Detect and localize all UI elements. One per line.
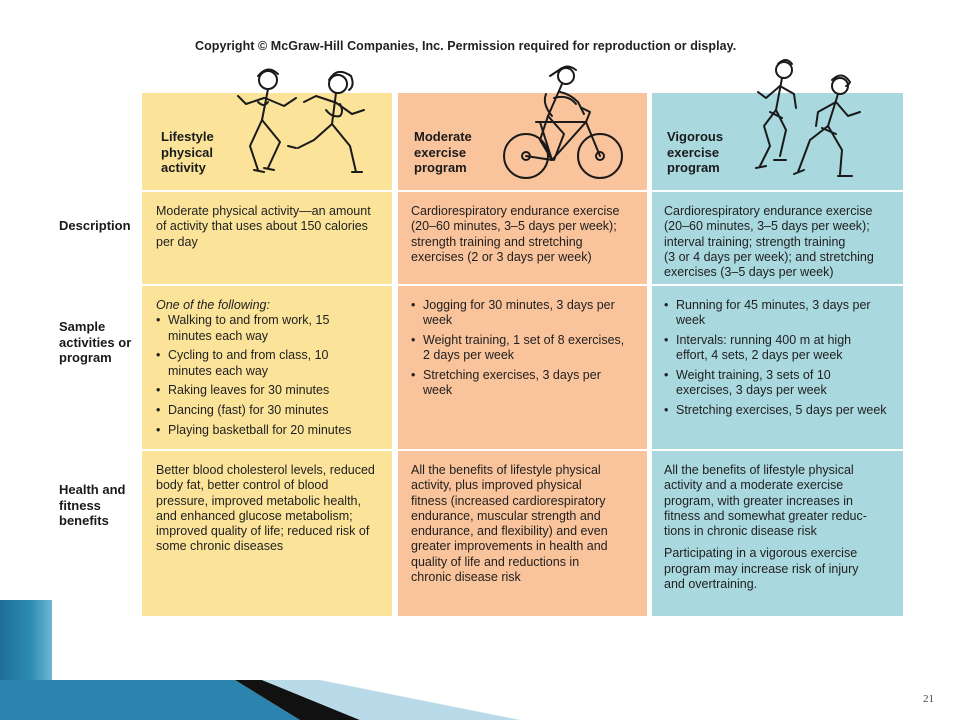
cell-description-vigorous: Cardiorespiratory endurance exercise (20–60 minutes, 3–5 days per week); interval training; strength training (3 or 4 days per week); and stretching exercises (3–5 days per week) [664,204,874,280]
row-title-description: Description [59,218,131,233]
column-title-moderate: Moderate exercise program [414,129,472,175]
cyclist-illustration [490,64,630,188]
cell-benefits-lifestyle: Better blood cholesterol levels, reduced body fat, better control of blood pressure, improved metabolic health, and enhanced glucose metabolism; improved quality of life; reduced risk of some chronic diseases [156,463,375,554]
two-runners-illustration [744,56,864,190]
row-title-health-benefits: Health and fitness benefits [59,482,126,528]
page-number: 21 [923,693,934,705]
cell-description-lifestyle: Moderate physical activity—an amount of activity that uses about 150 calories per day [156,204,371,249]
cell-sample-lifestyle [156,298,351,443]
list-item: • Intervals: running 400 m at high effort, 4 sets, 2 days per week [664,333,887,364]
list-item: • Weight training, 1 set of 8 exercises, 2 days per week [411,333,624,364]
list-item: • Cycling to and from class, 10 minutes each way [156,348,351,379]
row-divider [142,284,903,286]
two-people-walking-illustration [228,62,388,184]
list-item: • Playing basketball for 20 minutes [156,423,351,438]
list-item: • Raking leaves for 30 minutes [156,383,351,398]
list-item: • Walking to and from work, 15 minutes each way [156,313,351,344]
paragraph: Participating in a vigorous exercise program may increase risk of injury and overtraining. [664,546,859,592]
list-item: • Stretching exercises, 3 days per week [411,368,624,399]
slide-decoration-bottom [0,680,960,720]
copyright-notice: Copyright © McGraw-Hill Companies, Inc. Permission required for reproduction or display. [195,39,737,53]
cell-lead-text: One of the following: [156,298,270,312]
cell-sample-moderate [411,298,624,403]
column-title-lifestyle: Lifestyle physical activity [161,129,214,175]
list-item: • Jogging for 30 minutes, 3 days per week [411,298,624,329]
cell-description-moderate: Cardiorespiratory endurance exercise (20–60 minutes, 3–5 days per week); strength training and stretching exercises (2 or 3 days per week) [411,204,620,264]
column-title-vigorous: Vigorous exercise program [667,129,724,175]
row-divider [142,190,903,192]
cell-benefits-vigorous [664,463,867,599]
list-item: • Stretching exercises, 5 days per week [664,403,887,418]
list-item: • Running for 45 minutes, 3 days per week [664,298,887,329]
row-title-sample-activities: Sample activities or program [59,319,132,365]
list-item: • Weight training, 3 sets of 10 exercises, 3 days per week [664,368,887,399]
cell-benefits-moderate: All the benefits of lifestyle physical activity, plus improved physical fitness (increased cardiorespiratory endurance, muscular strength and endurance, and flexibility) and even greater improvements in health and quality of life and reductions in chronic disease risk [411,463,608,585]
row-divider [142,449,903,451]
cell-sample-vigorous [664,298,887,423]
list-item: • Dancing (fast) for 30 minutes [156,403,351,418]
paragraph: All the benefits of lifestyle physical activity and a moderate exercise program, with greater increases in fitness and somewhat greater reduc- tions in chronic disease risk [664,463,867,539]
